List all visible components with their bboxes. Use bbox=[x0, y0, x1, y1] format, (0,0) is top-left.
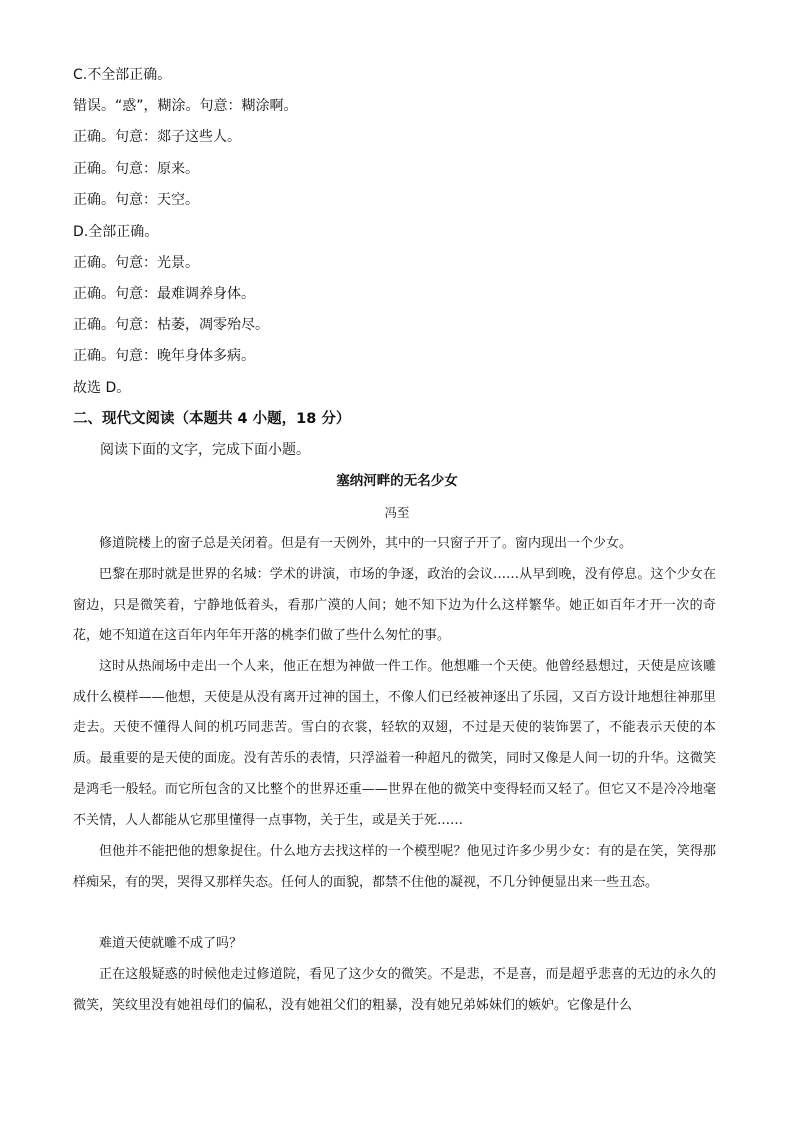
passage-paragraph: 巴黎在那时就是世界的名城：学术的讲演，市场的争逐，政治的会议……从早到晚，没有停息。这个少女在窗边，只是微笑着，宁静地低着头，看那广漠的人间；她不知下边为什么这样繁华。她正如百年才开一次的奇花，她不知道在这百年内年年开落的桃李们做了些什么匆忙的事。 bbox=[73, 567, 716, 644]
passage-paragraph: 修道院楼上的窗子总是关闭着。但是有一天例外，其中的一只窗子开了。窗内现出一个少女。 bbox=[99, 536, 633, 551]
passage-paragraph: 这时从热闹场中走出一个人来，他正在想为神做一件工作。他想雕一个天使。他曾经悬想过，天使是应该雕成什么模样——他想，天使是从没有离开过神的国土，不像人们已经被神逐出了乐园，又百方设计地想往神那里走去。天使不懂得人间的机巧同悲苦。雪白的衣裳，轻软的双翅，不过是天使的装饰罢了，不能表示天使的本质。最重要的是天使的面庞。没有苦乐的表情，只浮溢着一种超凡的微笑，同时又像是人间一切的升华。这微笑是鸿毛一般轻。而它所包含的又比整个的世界还重——世界在他的微笑中变得轻而又轻了。但它又不是冷冷地毫不关情，人人都能从它那里懂得一点事物，关于生，或是关于死…… bbox=[73, 659, 716, 828]
section-heading: 二、现代文阅读（本题共 4 小题，18 分） bbox=[73, 411, 351, 427]
passage-paragraph: 难道天使就雕不成了吗？ bbox=[99, 936, 243, 951]
answer-line: 正确。句意：枯萎，凋零殆尽。 bbox=[73, 317, 269, 333]
reading-instruction: 阅读下面的文字，完成下面小题。 bbox=[100, 442, 310, 458]
answer-line: 故选 D。 bbox=[73, 380, 131, 396]
answer-line: 正确。句意：天空。 bbox=[73, 192, 199, 208]
passage-paragraph: 但他并不能把他的想象捉住。什么地方去找这样的一个模型呢？他见过许多少男少女：有的是在笑，笑得那样痴呆，有的哭，哭得又那样失态。任何人的面貌，都禁不住他的凝视，不几分钟便显出来一些丑态。 bbox=[73, 844, 716, 890]
answer-line: 正确。句意：郯子这些人。 bbox=[73, 129, 241, 145]
passage-title: 塞纳河畔的无名少女 bbox=[336, 473, 458, 489]
answer-line: 正确。句意：原来。 bbox=[73, 161, 199, 177]
passage-author: 冯至 bbox=[384, 505, 410, 520]
answer-line: 错误。“惑”，糊涂。句意：糊涂啊。 bbox=[73, 98, 298, 114]
answer-line: 正确。句意：晚年身体多病。 bbox=[73, 348, 255, 364]
answer-line: 正确。句意：光景。 bbox=[73, 255, 199, 271]
answer-line: C.不全部正确。 bbox=[73, 67, 172, 83]
answer-line: 正确。句意：最难调养身体。 bbox=[73, 286, 255, 302]
passage-paragraph: 正在这般疑惑的时候他走过修道院，看见了这少女的微笑。不是悲，不是喜，而是超乎悲喜的无边的永久的微笑，笑纹里没有她祖母们的偏私，没有她祖父们的粗暴，没有她兄弟姊妹们的嫉妒。它像是什么 bbox=[73, 967, 716, 1013]
answer-line: D.全部正确。 bbox=[73, 224, 159, 240]
